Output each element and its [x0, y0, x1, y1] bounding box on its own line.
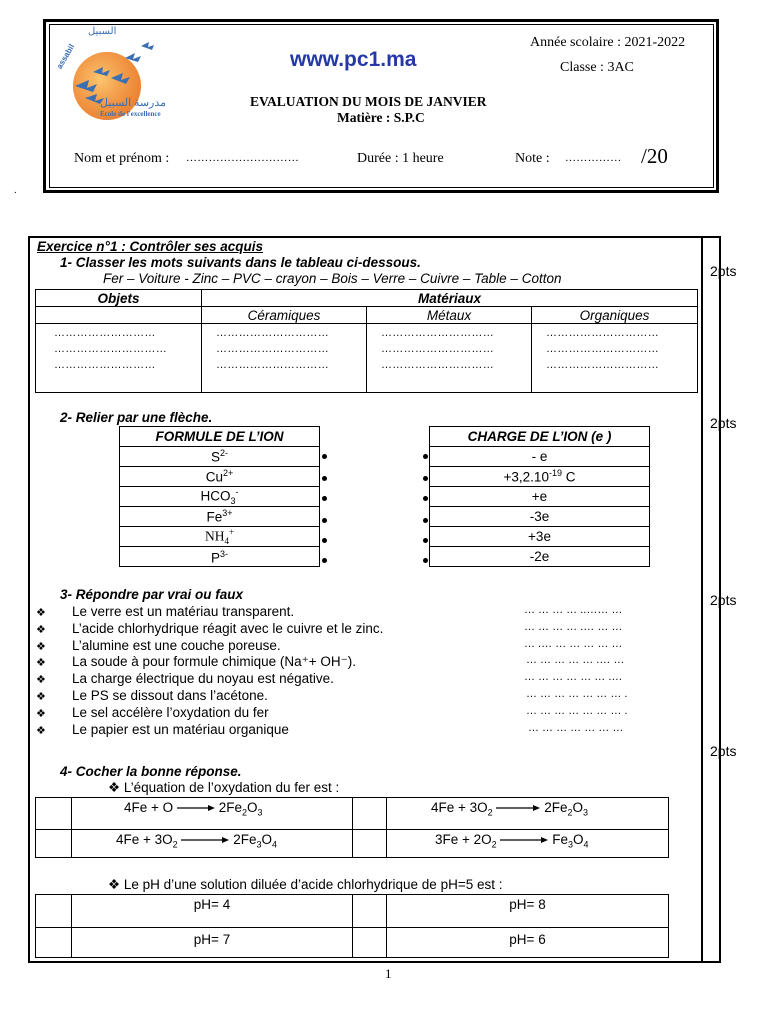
- answer-dots: …………………………: [216, 327, 329, 339]
- tf-answer[interactable]: … … … … ..…… …: [524, 604, 623, 616]
- formula-cell[interactable]: [120, 527, 320, 547]
- arrow-icon: [177, 804, 215, 812]
- q4-heading: 4- Cocher la bonne réponse.: [60, 764, 242, 779]
- diamond-bullet-icon: ❖: [36, 623, 46, 636]
- link-dot-left[interactable]: [322, 496, 327, 501]
- link-dot-right[interactable]: [423, 558, 428, 563]
- ph-table: [35, 894, 669, 958]
- tf-text: L’alumine est une couche poreuse.: [72, 637, 281, 653]
- q2-heading: 2- Relier par une flèche.: [60, 410, 213, 425]
- formula-sup: 2-: [220, 448, 229, 459]
- equation-option: $4Fe + 3O_2$ $2Fe_2O_3$: [387, 798, 669, 830]
- col-formula: FORMULE DE L’ION: [120, 427, 320, 447]
- tf-text: Le PS se dissout dans l’acétone.: [72, 687, 268, 703]
- tf-item: [36, 688, 656, 705]
- eq-right: 2Fe: [233, 832, 257, 847]
- formula-base: HCO: [200, 488, 231, 504]
- link-dot-left[interactable]: [322, 476, 327, 481]
- q1-words: Fer – Voiture - Zinc – PVC – crayon – Bois – Verre – Cuivre – Table – Cotton: [103, 271, 562, 286]
- ph-option: pH= 6: [387, 928, 669, 958]
- note-label: Note :: [515, 151, 550, 166]
- organics-answer-cell[interactable]: [532, 324, 698, 393]
- charge-cell[interactable]: +3e: [430, 527, 650, 547]
- formula-sup: +: [228, 527, 235, 538]
- diamond-bullet-icon: ❖: [36, 607, 46, 619]
- formula-cell[interactable]: [120, 467, 320, 487]
- charge-cell[interactable]: -3e: [430, 507, 650, 527]
- diamond-bullet-icon: ❖: [36, 674, 46, 687]
- q3-heading: 3- Répondre par vrai ou faux: [60, 587, 244, 602]
- diamond-bullet-icon: ❖: [36, 640, 46, 653]
- website-link[interactable]: www.pc1.ma: [290, 48, 417, 71]
- arrow-icon: [500, 836, 548, 844]
- link-dot-left[interactable]: [322, 538, 327, 543]
- answer-dots: …………………………: [546, 359, 659, 371]
- diamond-bullet-icon: ❖: [36, 690, 46, 703]
- col-charge: CHARGE DE L’ION (e ): [430, 427, 650, 447]
- eq-left: 4Fe + 3O: [431, 800, 488, 815]
- points-q3: 2pts: [710, 592, 737, 608]
- eq-left: 3Fe + 2O: [435, 832, 492, 847]
- tf-answer[interactable]: … … … … … … … .: [526, 704, 628, 717]
- answer-dots: …………………………: [381, 343, 494, 355]
- equation-option: 4Fe + O $2Fe_2O_3$: [72, 798, 353, 830]
- checkbox-cell[interactable]: [353, 830, 387, 858]
- checkbox-cell[interactable]: [36, 895, 72, 928]
- charge-cell[interactable]: +e: [430, 487, 650, 507]
- tf-text: La charge électrique du noyau est négative.: [72, 671, 334, 687]
- tf-answer[interactable]: … … … … .… … …: [524, 620, 623, 633]
- link-dot-right[interactable]: [423, 476, 428, 481]
- formula-sup: 3+: [222, 508, 233, 519]
- col-metals: Métaux: [367, 307, 532, 324]
- checkbox-cell[interactable]: [36, 830, 72, 858]
- tf-item: [36, 671, 656, 688]
- ceramics-answer-cell[interactable]: [202, 324, 367, 393]
- tf-answer[interactable]: … … … … … … …: [528, 721, 624, 734]
- equation-option: $4Fe + 3O_2$ $2Fe_3O_4$: [72, 830, 353, 858]
- objects-sub-empty: [36, 307, 202, 324]
- q4-sub1: ❖ L’équation de l’oxydation du fer est :: [108, 780, 340, 795]
- points-q4: 2pts: [710, 743, 737, 759]
- formula-sub: 3: [230, 496, 236, 507]
- tf-item: [36, 604, 656, 621]
- charge-sup: -19: [548, 468, 562, 479]
- col-organics: Organiques: [532, 307, 698, 324]
- class-label: Classe : 3AC: [560, 60, 634, 75]
- col-ceramics: Céramiques: [202, 307, 367, 324]
- ph-option: pH= 7: [72, 928, 353, 958]
- subject-label: Matière : S.P.C: [337, 110, 425, 125]
- charge-cell[interactable]: -2e: [430, 547, 650, 567]
- eq-left: 4Fe + 3O: [116, 832, 173, 847]
- link-dot-left[interactable]: [322, 518, 327, 523]
- q1-heading: 1- Classer les mots suivants dans le tableau ci-dessous.: [60, 255, 421, 270]
- link-dot-right[interactable]: [423, 496, 428, 501]
- ph-option: pH= 8: [387, 895, 669, 928]
- logo-arabic-bottom: مدرسة السبيل: [100, 97, 167, 109]
- name-label: Nom et prénom :: [74, 151, 170, 166]
- formula-sup: 2+: [223, 468, 234, 479]
- q4-sub2: ❖ Le pH d’une solution diluée d’acide chlorhydrique de pH=5 est :: [108, 877, 503, 892]
- exam-title: EVALUATION DU MOIS DE JANVIER: [250, 94, 487, 109]
- answer-dots: …………………………: [216, 359, 329, 371]
- points-column-divider: [701, 237, 703, 962]
- formula-sub: 4: [224, 536, 229, 547]
- formula-base: Fe: [206, 509, 223, 525]
- tf-answer[interactable]: … … … … … .… …: [526, 654, 625, 667]
- objects-answer-cell[interactable]: [36, 324, 202, 393]
- eq-right: 2Fe: [218, 800, 242, 815]
- tf-item: [36, 654, 656, 671]
- link-dot-right[interactable]: [423, 454, 428, 459]
- note-field[interactable]: ……………: [565, 152, 622, 164]
- tf-text: Le papier est un matériau organique: [72, 721, 289, 737]
- q1-table: [35, 289, 697, 393]
- stray-mark: .: [14, 185, 17, 196]
- eq-left: 4Fe + O: [124, 800, 174, 815]
- ph-option: pH= 4: [72, 895, 353, 928]
- charge-pre: +3,2.10: [503, 469, 549, 485]
- tf-item: [36, 621, 656, 638]
- answer-dots: ………………………: [54, 327, 156, 339]
- name-field[interactable]: …………………………: [186, 152, 299, 164]
- exercise-title: Exercice n°1 : Contrôler ses acquis: [37, 239, 263, 254]
- answer-dots: …………………………: [381, 359, 494, 371]
- formula-cell[interactable]: [120, 547, 320, 567]
- charge-table: [429, 426, 650, 567]
- answer-dots: …………………………: [546, 327, 659, 339]
- tf-item: [36, 705, 656, 722]
- formula-cell[interactable]: [120, 507, 320, 527]
- tf-item: [36, 638, 656, 655]
- formula-table: [119, 426, 320, 567]
- tf-text: La soude à pour formule chimique (Na⁺+ OH⁻).: [72, 654, 357, 670]
- col-materials: Matériaux: [202, 290, 698, 307]
- answer-dots: …………………………: [546, 343, 659, 355]
- tf-text: Le verre est un matériau transparent.: [72, 604, 295, 619]
- answer-dots: …………………………: [381, 327, 494, 339]
- checkbox-cell[interactable]: [36, 798, 72, 830]
- eq-right: 2Fe: [544, 800, 568, 815]
- arrow-icon: [496, 804, 540, 812]
- checkbox-cell[interactable]: [36, 928, 72, 958]
- equation-option: $3Fe + 2O_2$ $Fe_3O_4$: [387, 830, 669, 858]
- link-dot-right[interactable]: [423, 538, 428, 543]
- link-dot-left[interactable]: [322, 454, 327, 459]
- diamond-bullet-icon: ❖: [36, 657, 46, 670]
- logo-latin-text: assabil: [54, 42, 77, 71]
- points-q2: 2pts: [710, 415, 737, 431]
- formula-base: P: [210, 550, 220, 566]
- checkbox-cell[interactable]: [353, 895, 387, 928]
- link-dot-right[interactable]: [423, 518, 428, 523]
- logo-subtitle: Ecole de l'excellence: [100, 110, 161, 118]
- answer-dots: …………………………: [54, 343, 167, 355]
- metals-answer-cell[interactable]: [367, 324, 532, 393]
- formula-cell[interactable]: [120, 487, 320, 507]
- points-q1: 2pts: [710, 263, 737, 279]
- formula-base: NH: [204, 528, 225, 544]
- checkbox-cell[interactable]: [353, 798, 387, 830]
- formula-base: S: [210, 449, 220, 465]
- answer-dots: ………………………: [54, 359, 156, 371]
- equation-table: [35, 797, 669, 858]
- diamond-bullet-icon: ❖: [36, 707, 46, 720]
- school-year: Année scolaire : 2021-2022: [530, 35, 686, 50]
- duration-label: Durée : 1 heure: [357, 151, 444, 166]
- tf-text: Le sel accélère l’oxydation du fer: [72, 704, 269, 720]
- page-number: 1: [385, 966, 392, 981]
- tf-answer[interactable]: … … … … … … .…: [524, 671, 623, 684]
- tf-answer[interactable]: … .… … … … … …: [524, 637, 623, 650]
- charge-cell[interactable]: [430, 467, 650, 487]
- formula-base: Cu: [205, 469, 223, 485]
- tf-item: [36, 722, 656, 739]
- link-dot-left[interactable]: [322, 558, 327, 563]
- charge-cell[interactable]: - e: [430, 447, 650, 467]
- arrow-icon: [181, 836, 229, 844]
- note-total: /20: [641, 144, 668, 168]
- formula-sup: -: [235, 487, 239, 497]
- logo-arabic-top: السبيل: [88, 26, 117, 37]
- col-objects: Objets: [36, 290, 202, 307]
- checkbox-cell[interactable]: [353, 928, 387, 958]
- diamond-bullet-icon: ❖: [36, 724, 46, 737]
- true-false-list: [36, 604, 656, 738]
- eq-right: Fe: [552, 832, 568, 847]
- charge-post: C: [561, 469, 576, 485]
- answer-dots: …………………………: [216, 343, 329, 355]
- formula-cell[interactable]: [120, 447, 320, 467]
- formula-sup: 3-: [220, 548, 229, 559]
- tf-answer[interactable]: … … … … … … … .: [526, 687, 628, 700]
- tf-text: L’acide chlorhydrique réagit avec le cuivre et le zinc.: [72, 620, 384, 636]
